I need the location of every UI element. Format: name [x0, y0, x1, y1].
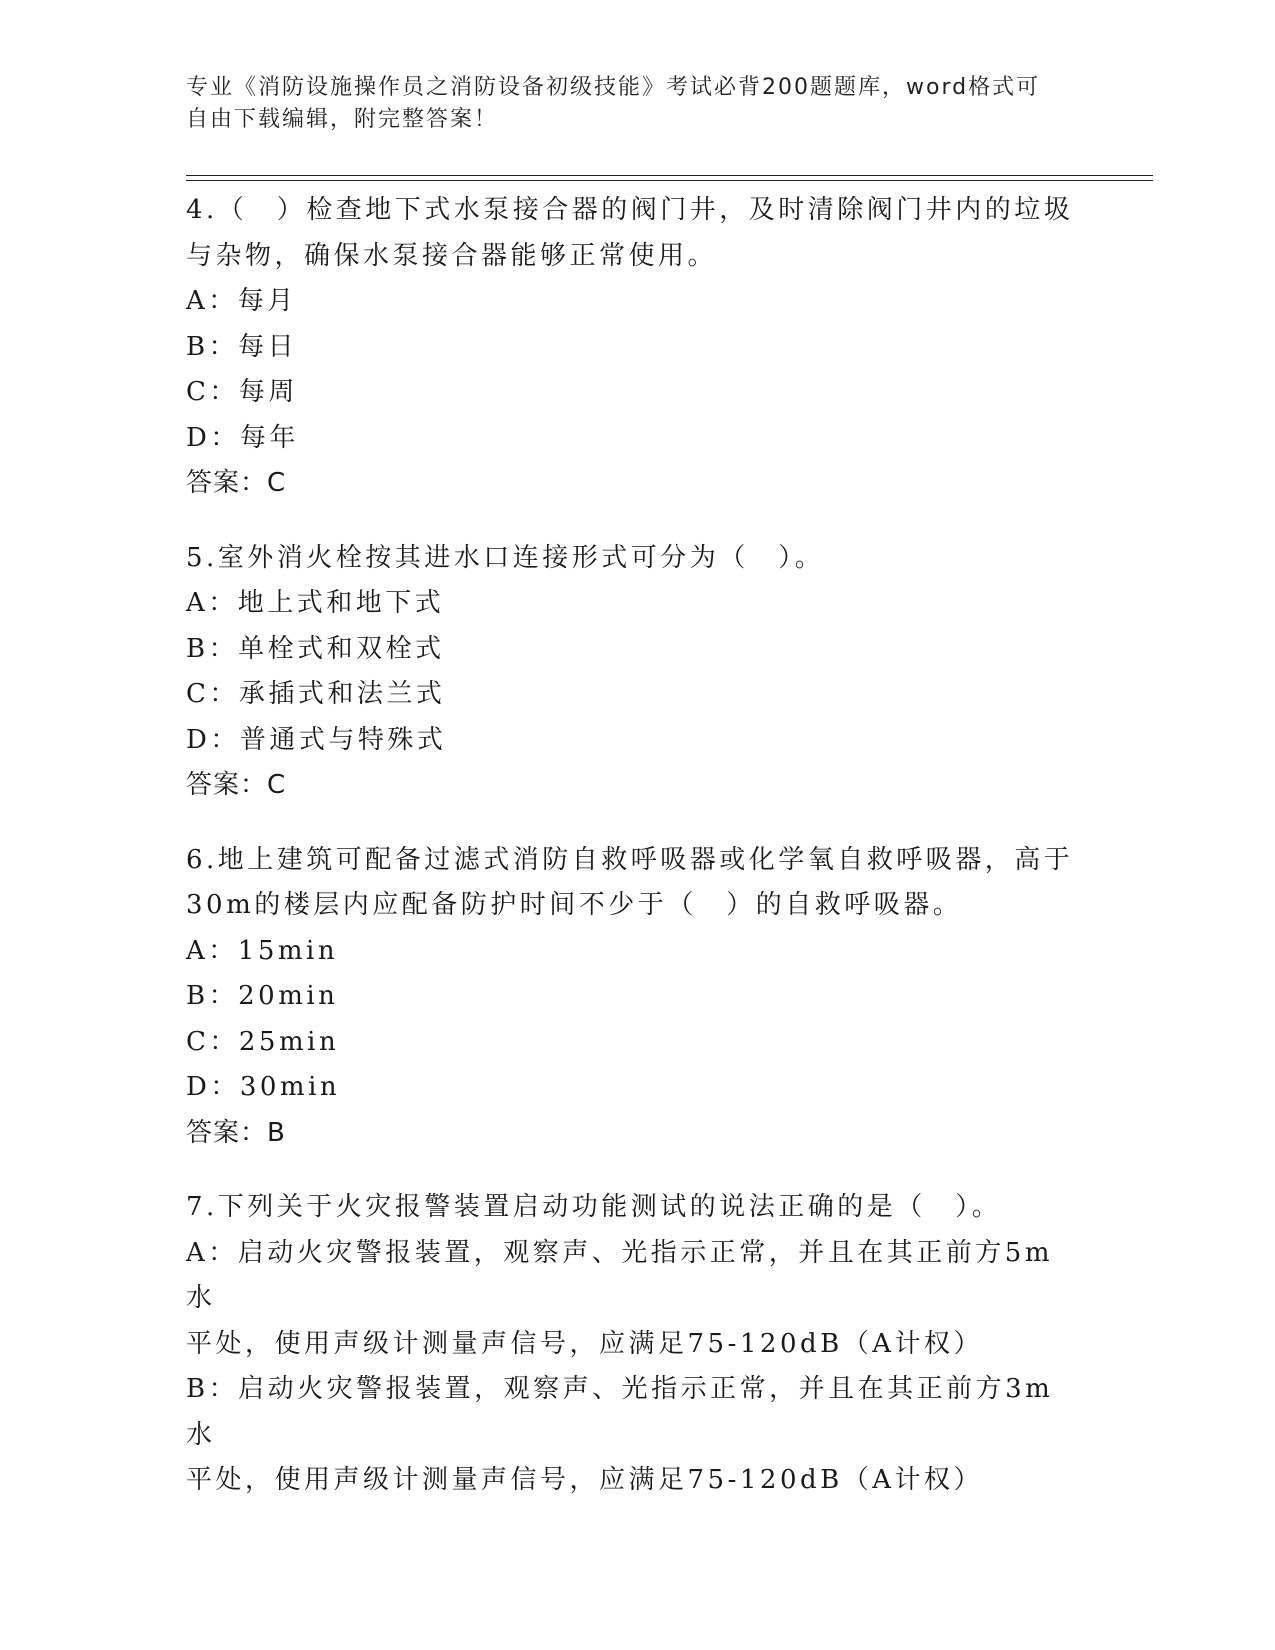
option-a — [186, 1231, 1076, 1368]
option-a: A：地上式和地下式 — [186, 588, 445, 618]
option-a-line-1: A：启动火灾警报装置，观察声、光指示正常，并且在其正前方5m水 — [186, 1237, 1053, 1313]
question-5 — [186, 536, 1076, 809]
option-a: A：每月 — [186, 286, 297, 316]
question-text-line: 7.下列关于火灾报警装置启动功能测试的说法正确的是（ ）。 — [186, 1192, 1002, 1222]
answer-line: 答案：C — [186, 770, 287, 800]
option-b: B：单栓式和双栓式 — [186, 633, 445, 664]
option-d: D：30min — [186, 1072, 341, 1102]
option-d: D：每年 — [186, 422, 299, 453]
option-b — [186, 1367, 1076, 1504]
answer-line: 答案：C — [186, 468, 287, 498]
document-header — [186, 72, 1066, 136]
option-b-line-2: 平处，使用声级计测量声信号，应满足75-120dB（A计权） — [186, 1465, 984, 1495]
option-a-line-2: 平处，使用声级计测量声信号，应满足75-120dB（A计权） — [186, 1328, 984, 1359]
question-text-line: 4.（ ）检查地下式水泵接合器的阀门井，及时清除阀门井内的垃圾 — [186, 195, 1074, 225]
option-d: D：普通式与特殊式 — [186, 724, 447, 755]
question-7 — [186, 1185, 1076, 1504]
question-text-line: 与杂物，确保水泵接合器能够正常使用。 — [186, 240, 718, 271]
header-divider-bottom — [186, 180, 1153, 181]
question-text-line: 30m的楼层内应配备防护时间不少于（ ）的自救呼吸器。 — [186, 890, 963, 920]
option-c: C：25min — [186, 1026, 340, 1057]
answer-line: 答案：B — [186, 1117, 286, 1148]
question-text-line: 6.地上建筑可配备过滤式消防自救呼吸器或化学氧自救呼吸器，高于 — [186, 844, 1074, 875]
question-6 — [186, 838, 1076, 1157]
question-text-line: 5.室外消火栓按其进水口连接形式可分为（ ）。 — [186, 542, 825, 573]
question-list — [186, 188, 1076, 1533]
option-b: B：20min — [186, 981, 339, 1011]
option-a: A：15min — [186, 935, 339, 966]
option-b-line-1: B：启动火灾警报装置，观察声、光指示正常，并且在其正前方3m水 — [186, 1374, 1054, 1450]
option-b: B：每日 — [186, 331, 298, 362]
option-c: C：承插式和法兰式 — [186, 679, 446, 709]
header-divider-top — [186, 175, 1153, 176]
option-c: C：每周 — [186, 377, 298, 407]
header-line-1: 专业《消防设施操作员之消防设备初级技能》考试必背200题题库，word格式可 — [186, 75, 1041, 100]
header-line-2: 自由下载编辑，附完整答案！ — [186, 107, 499, 132]
question-4 — [186, 188, 1076, 507]
